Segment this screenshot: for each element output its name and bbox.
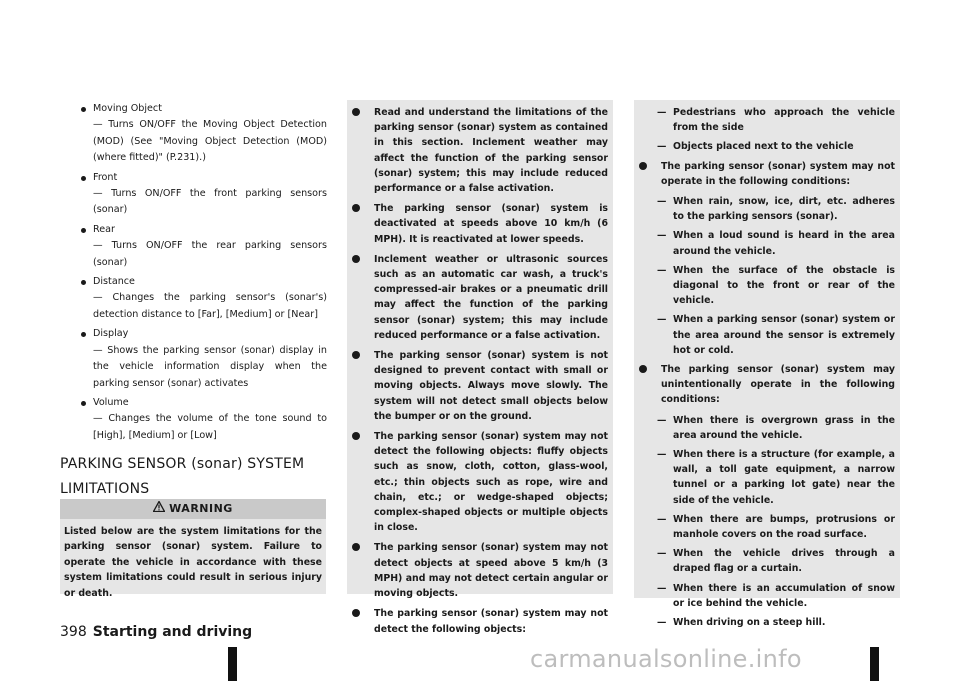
limitations-list-1 — [358, 105, 608, 642]
bullet-icon — [352, 255, 360, 263]
warning-text: Listed below are the system limitations for the parking sensor (sonar) system. Failure to operate the vehicle in accordance with these system limitations could result in serious injury or death. — [64, 526, 322, 599]
limitation-item — [358, 429, 608, 535]
limitation-item — [645, 159, 895, 189]
settings-item — [60, 395, 327, 411]
limitation-subtext: When there is an accumulation of snow or ice behind the vehicle. — [673, 582, 895, 609]
dash-marker: — — [657, 513, 667, 525]
limitation-item — [358, 252, 608, 343]
limitation-item — [358, 348, 608, 424]
dash-marker: — — [657, 617, 667, 629]
limitation-item — [645, 362, 895, 408]
section-heading: PARKING SENSOR (sonar) SYSTEM LIMITATIONS — [60, 456, 305, 498]
bullet-icon — [81, 280, 86, 285]
bullet-icon — [81, 176, 86, 181]
settings-item-label: Rear — [93, 223, 115, 235]
limitation-subitem — [645, 581, 895, 611]
limitation-subitem — [645, 312, 895, 358]
warning-triangle-icon — [153, 499, 165, 519]
limitation-subtext: Objects placed next to the vehicle — [673, 141, 854, 153]
bullet-icon — [81, 332, 86, 337]
limitation-subtext: When there is overgrown grass in the area around the vehicle. — [673, 414, 895, 441]
limitation-text: The parking sensor (sonar) system may not detect objects at speed above 5 km/h (3 MPH) and may not detect certain angular or moving objects. — [374, 542, 608, 600]
limitation-subitem — [645, 615, 895, 630]
bullet-icon — [639, 162, 647, 170]
limitation-subitem — [645, 447, 895, 508]
limitation-item — [358, 540, 608, 601]
page-footer — [60, 624, 252, 640]
dash-marker: — — [657, 107, 667, 118]
settings-item-description: — Turns ON/OFF the front parking sensors (sonar) — [93, 188, 327, 216]
limitations-list-2 — [645, 105, 895, 634]
dash-marker: — — [657, 264, 667, 276]
limitation-text: The parking sensor (sonar) system is not designed to prevent contact with small or moving objects. Always move slowly. The system will not detect small objects below the bumper or on the ground. — [374, 350, 608, 422]
bullet-icon — [352, 108, 360, 116]
settings-item-description: — Changes the volume of the tone sound to [High], [Medium] or [Low] — [93, 413, 327, 441]
bullet-icon — [352, 204, 360, 212]
settings-item — [60, 101, 327, 117]
settings-item-label: Display — [93, 328, 129, 340]
bullet-icon — [352, 609, 360, 617]
settings-item-description: — Changes the parking sensor's (sonar's) detection distance to [Far], [Medium] or [Near] — [93, 292, 327, 320]
limitation-text: Inclement weather or ultrasonic sources such as an automatic car wash, a truck's compressed-air brakes or a pneumatic drill may affect the function of the parking sensor (sonar) system; this may include reduced performance or a false activation. — [374, 253, 608, 341]
limitation-item — [358, 606, 608, 636]
limitation-text: The parking sensor (sonar) system may not detect the following objects: — [374, 608, 608, 635]
limitation-subitem — [645, 194, 895, 224]
limitation-subitem — [645, 228, 895, 258]
settings-item-description: — Shows the parking sensor (sonar) display in the vehicle information display when the parking sensor (sonar) activates — [93, 344, 327, 389]
page-number: 398 — [60, 624, 87, 640]
limitation-subitem — [645, 413, 895, 443]
limitation-subtext: When the surface of the obstacle is diagonal to the front or rear of the vehicle. — [673, 264, 895, 307]
dash-marker: — — [657, 196, 667, 208]
limitation-subitem — [645, 139, 895, 154]
bullet-icon — [81, 107, 86, 112]
footer-section: Starting and driving — [92, 624, 253, 640]
limitation-subtext: When the vehicle drives through a draped flag or a curtain. — [673, 548, 895, 575]
limitation-subtext: When there is a structure (for example, a wall, a toll gate equipment, a narrow tunnel or a parking lot gate) near the side of the vehicle. — [673, 449, 895, 506]
dash-marker: — — [657, 449, 667, 461]
limitation-subtext: When rain, snow, ice, dirt, etc. adheres to the parking sensors (sonar). — [673, 196, 895, 223]
dash-marker: — — [657, 141, 667, 153]
limitation-text: The parking sensor (sonar) system may unintentionally operate in the following conditions: — [661, 364, 895, 406]
limitation-subitem — [645, 546, 895, 576]
limitation-subtext: When a loud sound is heard in the area around the vehicle. — [673, 230, 895, 257]
limitation-subtext: When there are bumps, protrusions or manhole covers on the road surface. — [673, 513, 895, 541]
dash-marker: — — [657, 314, 667, 326]
limitation-subitem — [645, 105, 895, 135]
settings-list — [60, 101, 327, 502]
settings-item-label: Volume — [93, 396, 129, 408]
limitation-text: The parking sensor (sonar) system may not operate in the following conditions: — [661, 160, 895, 187]
limitation-text: The parking sensor (sonar) system may not detect the following objects: fluffy objects such as snow, cloth, cotton, glass-wool, etc.; thin objects such as rope, wire and chain, etc.; or wedge-shaped objects; complex-shaped objects or multiple objects in close. — [374, 431, 608, 534]
settings-item — [60, 274, 327, 290]
limitation-item — [358, 201, 608, 247]
limitation-item — [358, 105, 608, 196]
settings-item-label: Moving Object — [93, 103, 162, 114]
dash-marker: — — [657, 414, 667, 426]
limitation-subitem — [645, 263, 895, 309]
limitation-text: Read and understand the limitations of the parking sensor (sonar) system as contained in this section. Inclement weather may affect the function of the parking sensor (sonar) system; this may include reduced performance or a false activation. — [374, 107, 608, 195]
limitation-text: The parking sensor (sonar) system is deactivated at speeds above 10 km/h (6 MPH). It is reactivated at lower speeds. — [374, 203, 608, 245]
settings-item — [60, 222, 327, 238]
dash-marker: — — [657, 548, 667, 560]
settings-item-description: — Turns ON/OFF the Moving Object Detection (MOD) (See "Moving Object Detection (MOD) (where fitted)" (P.231).) — [93, 119, 327, 164]
settings-item-label: Distance — [93, 276, 135, 288]
limitation-subtext: When driving on a steep hill. — [673, 617, 826, 629]
settings-item — [60, 326, 327, 342]
footer-bar-left — [228, 647, 237, 681]
watermark: carmanualsonline.info — [530, 645, 802, 673]
limitation-subtext: Pedestrians who approach the vehicle from the side — [673, 107, 895, 134]
bullet-icon — [352, 432, 360, 440]
bullet-icon — [352, 351, 360, 359]
bullet-icon — [81, 228, 86, 233]
bullet-icon — [81, 401, 86, 406]
settings-item — [60, 170, 327, 186]
settings-item-description: — Turns ON/OFF the rear parking sensors (sonar) — [93, 240, 327, 268]
settings-item-label: Front — [93, 171, 118, 183]
bullet-icon — [352, 543, 360, 551]
limitation-subitem — [645, 512, 895, 542]
limitation-subtext: When a parking sensor (sonar) system or the area around the sensor is extremely hot or cold. — [673, 314, 895, 356]
warning-header — [60, 499, 326, 519]
warning-title: WARNING — [169, 502, 233, 515]
warning-box — [60, 499, 326, 599]
dash-marker: — — [657, 230, 667, 242]
dash-marker: — — [657, 582, 667, 594]
bullet-icon — [639, 365, 647, 373]
footer-bar-right — [870, 647, 879, 681]
